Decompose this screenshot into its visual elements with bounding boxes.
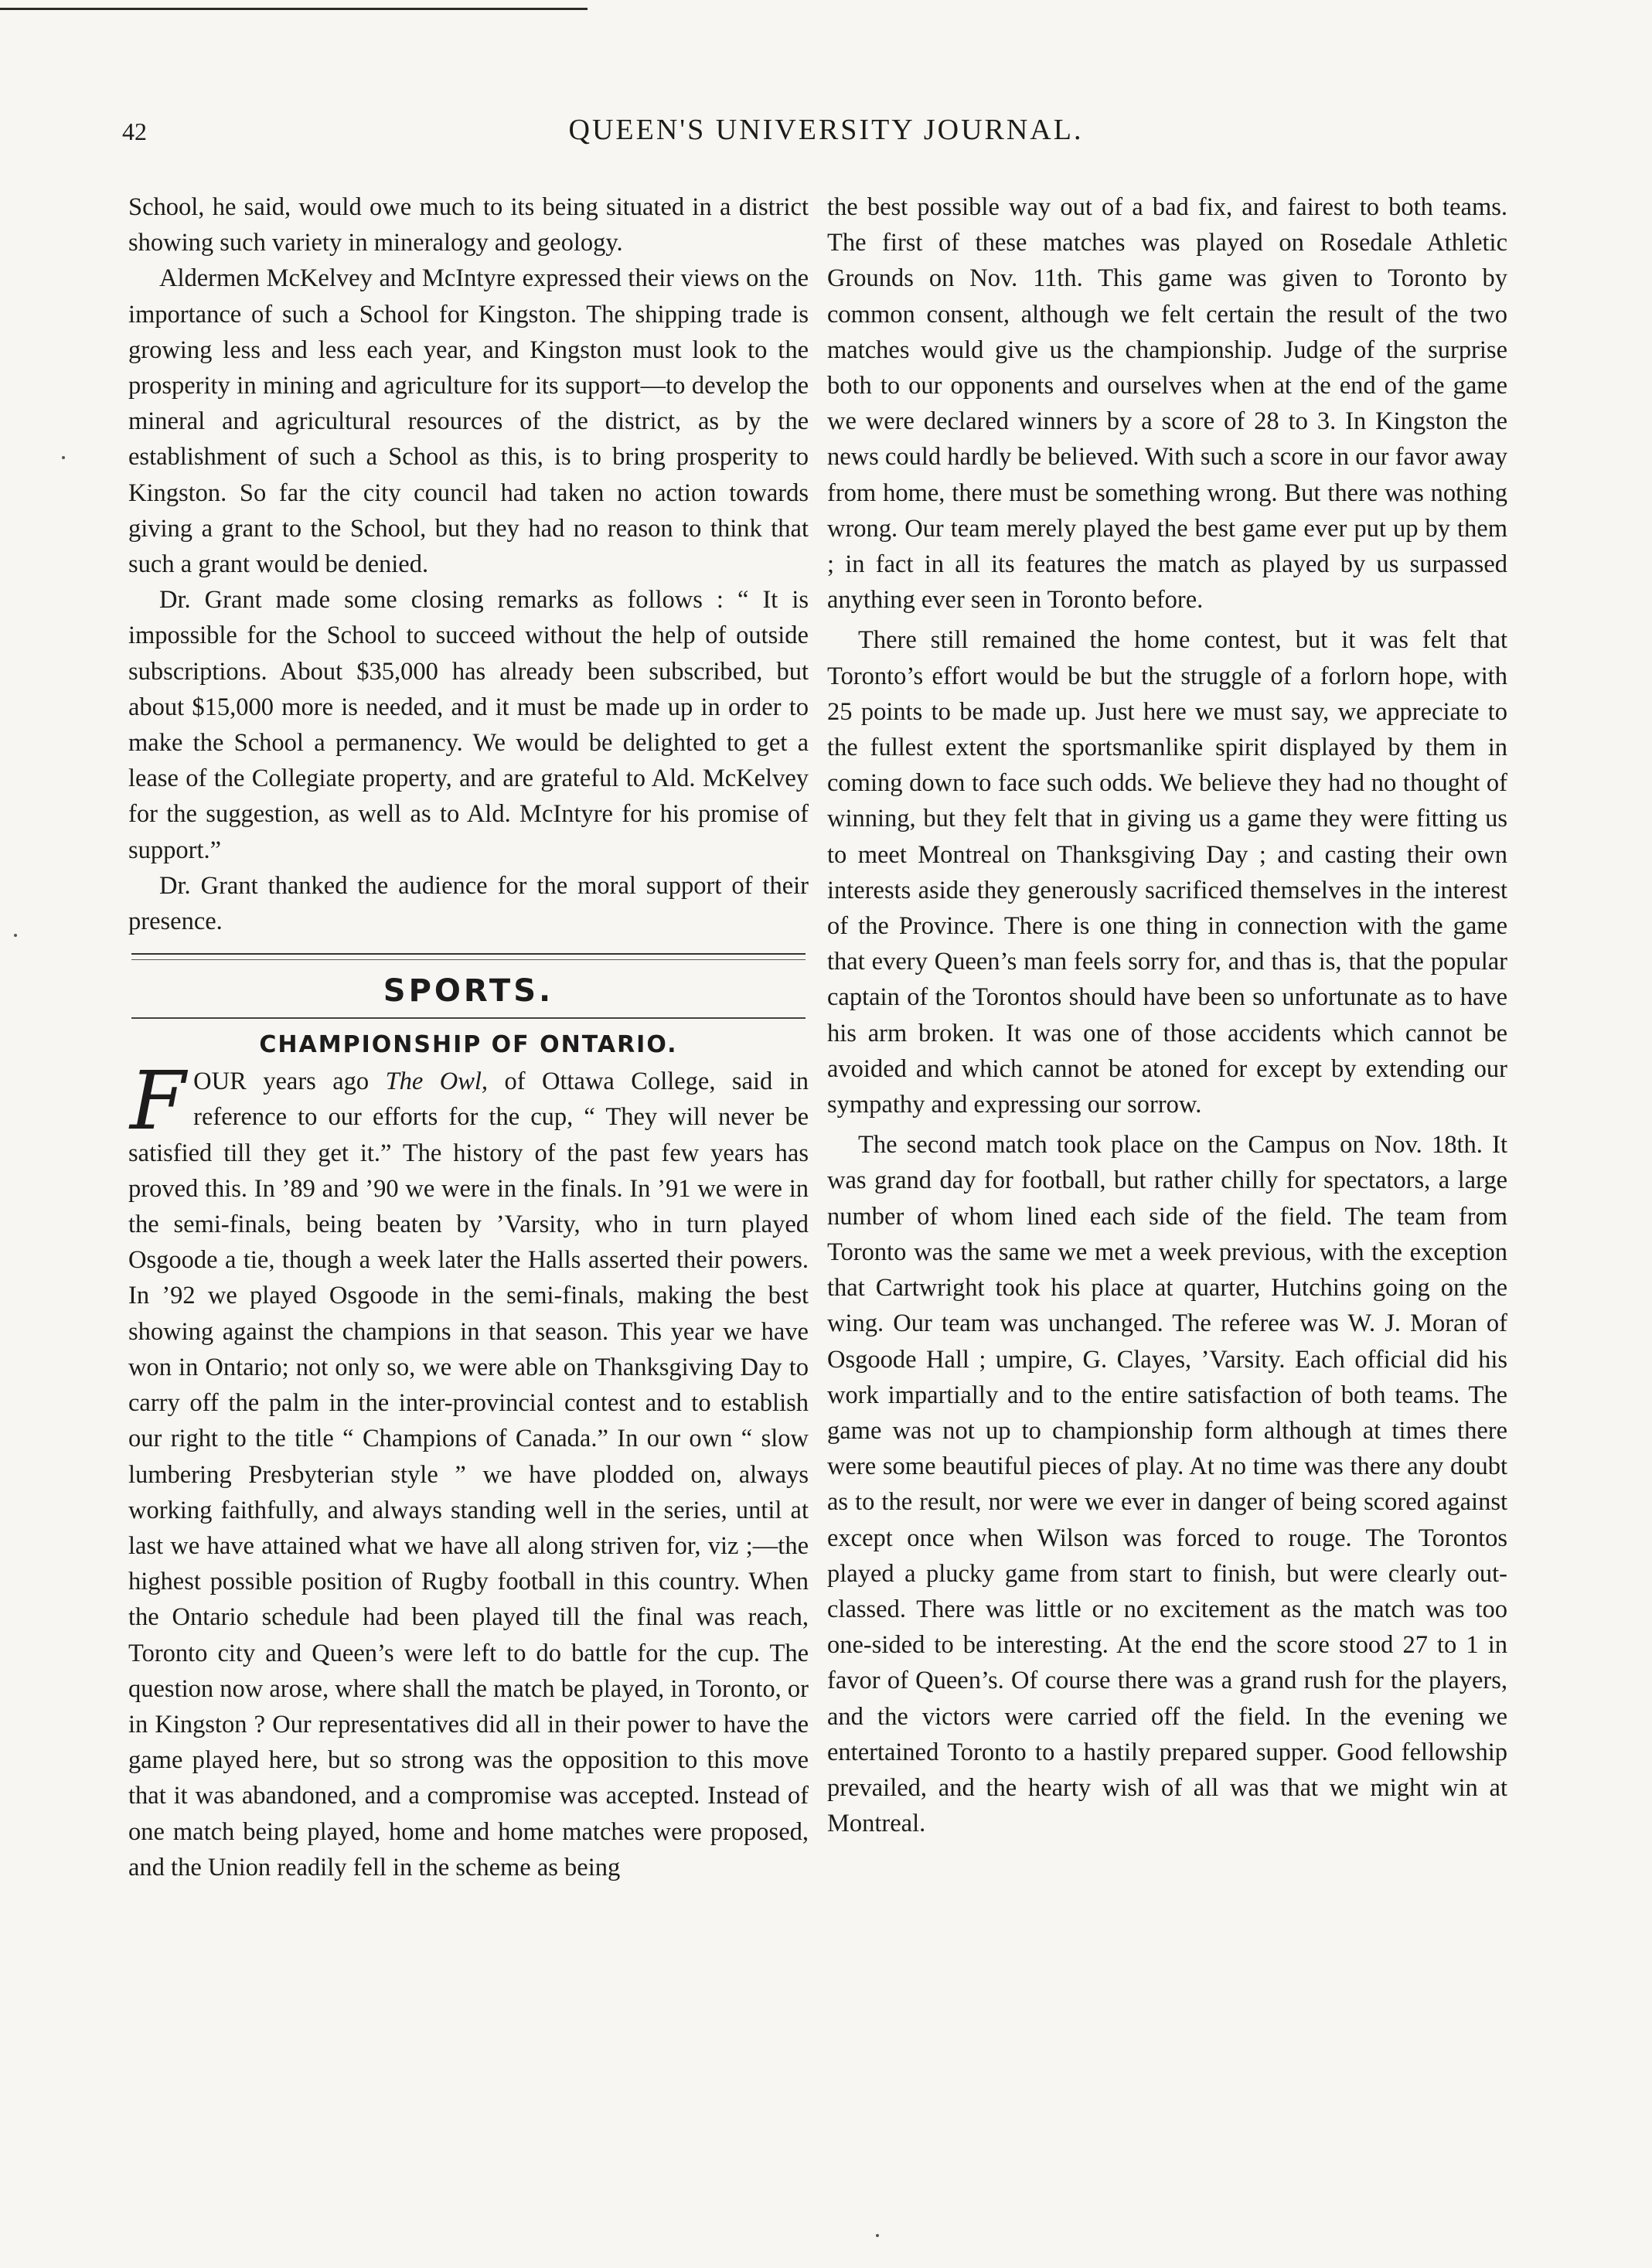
paragraph-grant-remarks: Dr. Grant made some closing remarks as follows : “ It is impossible for the School to succeed without the help of outside subscriptions. About $35,000 has already been subscribed, but about $15,000 more is needed, and it must be made up in order to make the School a permanency. We would be delighted to get a lease of the Collegiate property, and are grateful to Ald. McKelvey for the suggestion, as well as to Ald. McIntyre for his promise of support.”	[128, 586, 809, 864]
publication-title: The Owl,	[385, 1068, 489, 1096]
paper-speck	[62, 456, 65, 459]
page-number: 42	[122, 117, 147, 145]
right-column	[827, 189, 1507, 1841]
top-border-rule	[0, 8, 588, 10]
paragraph-championship-history	[128, 1054, 809, 1885]
article-subheading: CHAMPIONSHIP OF ONTARIO.	[259, 1031, 678, 1059]
paragraph-aldermen: Aldermen McKelvey and McIntyre expressed their views on the importance of such a School for Kingston. The shipping trade is growing less and less each year, and Kingston must look to the prosperity in mining and agriculture for its support—to develop the mineral and agricultural resources of the district, as by the establishment of such a School as this, is to bring prosperity to Kingston. So far the city council had taken no action towards giving a grant to the School, but they had no reason to think that such a grant would be denied.	[128, 264, 809, 579]
section-divider	[131, 953, 806, 960]
text-segment: OUR years ago	[193, 1068, 386, 1096]
paragraph-home-contest: There still remained the home contest, but it was felt that Toronto’s effort would be but the struggle of a forlorn hope, with 25 points to be made up. Just here we must say, we appreciate to the fullest extent the sportsmanlike spirit displayed by them in coming down to face such odds. We believe they had no thought of winning, but they felt that in giving us a game they were fitting us to meet Montreal on Thanksgiving Day ; and casting their own interests aside they generously sacrificed themselves in the interest of the Province. There is one thing in connection with the game that every Queen’s man feels sorry for, and thas is, that the popular captain of the Torontos should have been so unfortunate as to have his arm broken. It was one of those accidents which cannot be avoided and which cannot be atoned for except by extending our sympathy and expressing our sorrow.	[827, 626, 1507, 1119]
section-title-sports: SPORTS.	[383, 973, 554, 1010]
left-column	[128, 189, 809, 1885]
paper-speck	[876, 2234, 879, 2237]
drop-cap: F	[130, 1054, 186, 1149]
text-segment: of Ottawa College, said in reference to our efforts for the cup, “ They will never be satisfied till they get it.” The history of the past few years has proved this. In ’89 and ’90 we were in the finals. In ’91 we were in the semi-finals, being beaten by ’Varsity, who in turn played Osgoode a tie, though a week later the Halls asserted their powers. In ’92 we played Osgoode in the semi-finals, making the best showing against the champions in that season. This year we have won in Ontario; not only so, we were able on Thanksgiving Day to carry off the palm in the inter-provincial contest and to establish our right to the title “ Champions of Canada.” In our own “ slow lumbering Presbyterian style ” we have plodded on, always working faithfully, and always standing well in the series, until at last we have attained what we have all along striven for, viz ;—the highest possible position of Rugby football in this country. When the Ontario schedule had been played till the final was reach, Toronto city and Queen’s were left to do battle for the cup. The question now arose, where shall the match be played, in Toronto, or in Kingston ? Our representatives did all in their power to have the game played here, but so strong was the opposition to this move that it was abandoned, and a compromise was accepted. Instead of one match being played, home and home matches were proposed, and the Union readily fell in the scheme as being	[128, 1068, 809, 1881]
paragraph-second-match: The second match took place on the Campus on Nov. 18th. It was grand day for football, but rather chilly for spectators, a large number of whom lined each side of the field. The team from Toronto was the same we met a week previous, with the exception that Cartwright took his place at quarter, Hutchins going on the wing. Our team was unchanged. The referee was W. J. Moran of Osgoode Hall ; umpire, G. Clayes, ’Varsity. Each official did his work impartially and to the entire satisfaction of both teams. The game was not up to championship form although at times there were some beautiful pieces of play. At no time was there any doubt as to the result, nor were we ever in danger of being scored against except once when Wilson was forced to rouge. The Torontos played a plucky game from start to finish, but were clearly out-classed. There was little or no excitement as the match was too one-sided to be interesting. At the end the score stood 27 to 1 in favor of Queen’s. Of course there was a grand rush for the players, and the victors were carried off the field. In the evening we entertained Toronto to a hastily prepared supper. Good fellowship prevailed, and the hearty wish of all was that we might win at Montreal.	[827, 1131, 1507, 1838]
paper-speck	[14, 934, 17, 937]
paragraph-first-match: the best possible way out of a bad fix, and fairest to both teams. The first of these matches was played on Rosedale Athletic Grounds on Nov. 11th. This game was given to Toronto by common consent, although we felt certain the result of the two matches would give us the championship. Judge of the surprise both to our opponents and ourselves when at the end of the game we were declared winners by a score of 28 to 3. In Kingston the news could hardly be believed. With such a score in our favor away from home, there must be something wrong. But there was nothing wrong. Our team merely played the best game ever put up by them ; in fact in all its features the match as played by us surpassed anything ever seen in Toronto before.	[827, 193, 1507, 615]
paragraph-grant-thanks: Dr. Grant thanked the audience for the moral support of their presence.	[128, 871, 809, 936]
section-rule	[131, 1017, 806, 1019]
journal-running-head: QUEEN'S UNIVERSITY JOURNAL.	[568, 114, 1084, 146]
paragraph-school-location: School, he said, would owe much to its being situated in a district showing such variety in mineralogy and geology.	[128, 193, 809, 257]
